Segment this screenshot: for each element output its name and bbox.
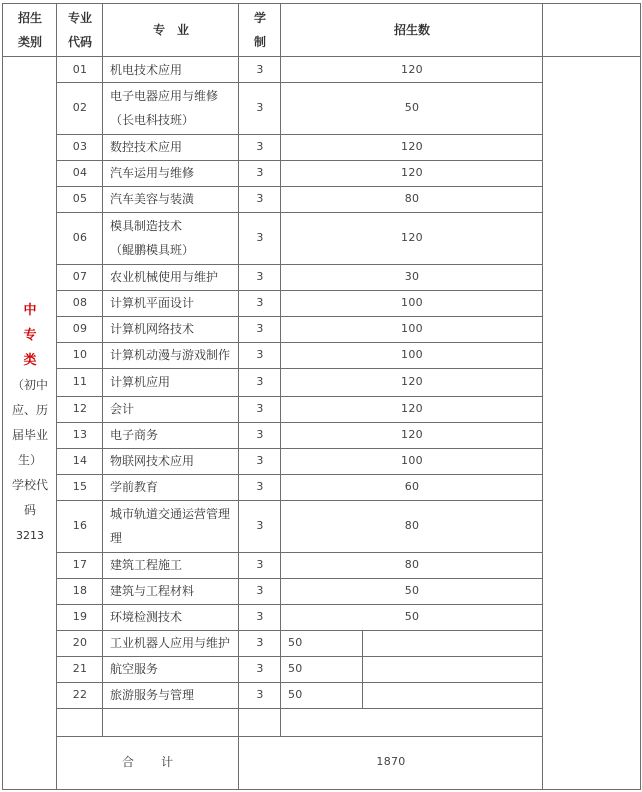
grid-line [56,422,542,423]
row-code: 03 [72,140,88,153]
grid-line [56,264,542,265]
row-years: 3 [256,402,264,415]
header-category [4,4,56,56]
grid-line [56,290,542,291]
row-years: 3 [256,140,264,153]
row-major [104,160,240,186]
row-major-line: 建筑工程施工 [110,558,183,572]
grid-line [56,212,542,213]
row-major-line: 模具制造技术 [110,219,183,233]
row-code: 15 [72,480,88,493]
row-major-line: 理 [110,531,123,545]
row-years: 3 [256,428,264,441]
grid-line [2,789,640,790]
row-major-line: 计算机平面设计 [110,296,195,310]
category-line: 中 [23,303,37,318]
row-code: 01 [72,63,88,76]
row-count: 50 [288,662,303,675]
grid-line [56,578,542,579]
row-major-line: 物联网技术应用 [110,454,195,468]
row-years: 3 [256,166,264,179]
row-code: 14 [72,454,88,467]
row-count: 120 [401,166,423,179]
grid-line [56,682,542,683]
row-years: 3 [256,348,264,361]
grid-line [56,342,542,343]
row-count: 120 [401,63,423,76]
row-code: 18 [72,584,88,597]
row-count: 50 [404,101,420,114]
total-value: 1870 [376,755,406,768]
row-years: 3 [256,296,264,309]
row-code: 06 [72,231,88,244]
header-category-line2: 类别 [17,35,42,49]
category-line: 类 [23,353,37,368]
row-count: 50 [404,584,420,597]
header-years-line1: 学 [253,11,266,25]
row-count: 80 [404,192,420,205]
category-line: 专 [23,328,37,343]
grid-line [2,3,3,790]
grid-line [542,3,543,790]
row-major [104,342,240,368]
row-major-line: 汽车运用与维修 [110,166,195,180]
row-code: 04 [72,166,88,179]
header-enrollment: 招生数 [393,23,430,37]
row-code: 12 [72,402,88,415]
row-years: 3 [256,519,264,532]
header-years [240,4,280,56]
row-major-line: 航空服务 [110,662,159,676]
grid-line [362,630,363,708]
row-major-line: 电子商务 [110,428,159,442]
row-years: 3 [256,63,264,76]
row-count: 100 [401,348,423,361]
row-code: 22 [72,688,88,701]
row-major-line: （鲲鹏模具班） [110,243,195,257]
row-major-line: 汽车美容与装潢 [110,192,195,206]
row-major [104,474,240,500]
row-major [104,500,240,552]
grid-line [2,3,640,4]
row-major-line: 环境检测技术 [110,610,183,624]
row-years: 3 [256,688,264,701]
row-count: 120 [401,375,423,388]
row-count: 80 [404,558,420,571]
row-major-line: 建筑与工程材料 [110,584,195,598]
row-major [104,186,240,212]
category-cell [4,58,56,788]
row-major [104,316,240,342]
row-code: 17 [72,558,88,571]
grid-line [56,368,542,369]
row-code: 02 [72,101,88,114]
row-years: 3 [256,375,264,388]
row-code: 10 [72,348,88,361]
category-line: 学校代 [11,478,48,492]
grid-line [56,474,542,475]
row-major [104,552,240,578]
row-major [104,682,240,708]
row-code: 16 [72,519,88,532]
row-major [104,134,240,160]
row-major-line: 农业机械使用与维护 [110,270,219,284]
row-count: 80 [404,519,420,532]
row-major [104,578,240,604]
row-years: 3 [256,558,264,571]
grid-line [56,448,542,449]
row-count: 100 [401,322,423,335]
row-major-line: 计算机应用 [110,375,171,389]
header-code [58,4,102,56]
grid-line [56,500,542,501]
row-code: 21 [72,662,88,675]
grid-line [280,3,281,736]
row-major-line: 学前教育 [110,480,159,494]
row-major [104,290,240,316]
category-line: 生） [17,453,42,467]
category-line: 码 [23,503,36,517]
row-major-line: 会计 [110,402,135,416]
row-years: 3 [256,610,264,623]
row-major-line: 计算机网络技术 [110,322,195,336]
row-count: 50 [404,610,420,623]
row-count: 120 [401,402,423,415]
row-count: 120 [401,231,423,244]
grid-line [102,3,103,736]
row-major [104,58,240,82]
row-major-line: 计算机动漫与游戏制作 [110,348,231,362]
grid-line [56,736,542,737]
header-code-line1: 专业 [67,11,92,25]
category-line: 应、历 [11,403,48,417]
header-years-line2: 制 [253,35,266,49]
grid-line [56,604,542,605]
header-code-line2: 代码 [67,35,92,49]
row-major [104,656,240,682]
row-major [104,264,240,290]
grid-line [56,82,542,83]
row-count: 120 [401,140,423,153]
row-code: 09 [72,322,88,335]
grid-line [56,396,542,397]
grid-line [56,186,542,187]
grid-line [56,552,542,553]
row-major-line: 旅游服务与管理 [110,688,195,702]
row-years: 3 [256,480,264,493]
row-major [104,422,240,448]
row-code: 05 [72,192,88,205]
total-label: 合 计 [121,755,174,769]
row-major [104,82,240,134]
row-major-line: 城市轨道交通运营管理 [110,507,231,521]
row-count: 100 [401,454,423,467]
grid-line [56,316,542,317]
row-major [104,604,240,630]
category-line: 届毕业 [11,428,48,442]
row-years: 3 [256,192,264,205]
row-major [104,630,240,656]
row-years: 3 [256,636,264,649]
header-major: 专 业 [152,23,189,37]
row-code: 20 [72,636,88,649]
grid-line [56,630,542,631]
grid-line [56,160,542,161]
row-years: 3 [256,322,264,335]
grid-line [640,3,641,790]
row-years: 3 [256,231,264,244]
category-line: 3213 [16,529,44,542]
row-code: 19 [72,610,88,623]
row-count: 30 [404,270,420,283]
header-category-line1: 招生 [17,11,42,25]
grid-line [56,656,542,657]
row-count: 60 [404,480,420,493]
row-count: 100 [401,296,423,309]
row-years: 3 [256,662,264,675]
row-major [104,212,240,264]
row-years: 3 [256,584,264,597]
row-code: 13 [72,428,88,441]
row-major-line: 机电技术应用 [110,63,183,77]
row-major [104,396,240,422]
row-count: 50 [288,688,303,701]
row-code: 07 [72,270,88,283]
grid-line [2,56,640,57]
row-count: 120 [401,428,423,441]
row-code: 11 [72,375,88,388]
row-count: 50 [288,636,303,649]
row-years: 3 [256,454,264,467]
row-major-line: 数控技术应用 [110,140,183,154]
row-major-line: （长电科技班） [110,113,195,127]
row-years: 3 [256,101,264,114]
row-code: 08 [72,296,88,309]
grid-line [56,134,542,135]
row-major-line: 工业机器人应用与维护 [110,636,231,650]
row-major [104,368,240,396]
row-years: 3 [256,270,264,283]
grid-line [56,708,542,709]
row-major [104,448,240,474]
category-line: （初中 [11,378,48,392]
row-major-line: 电子电器应用与维修 [110,89,219,103]
